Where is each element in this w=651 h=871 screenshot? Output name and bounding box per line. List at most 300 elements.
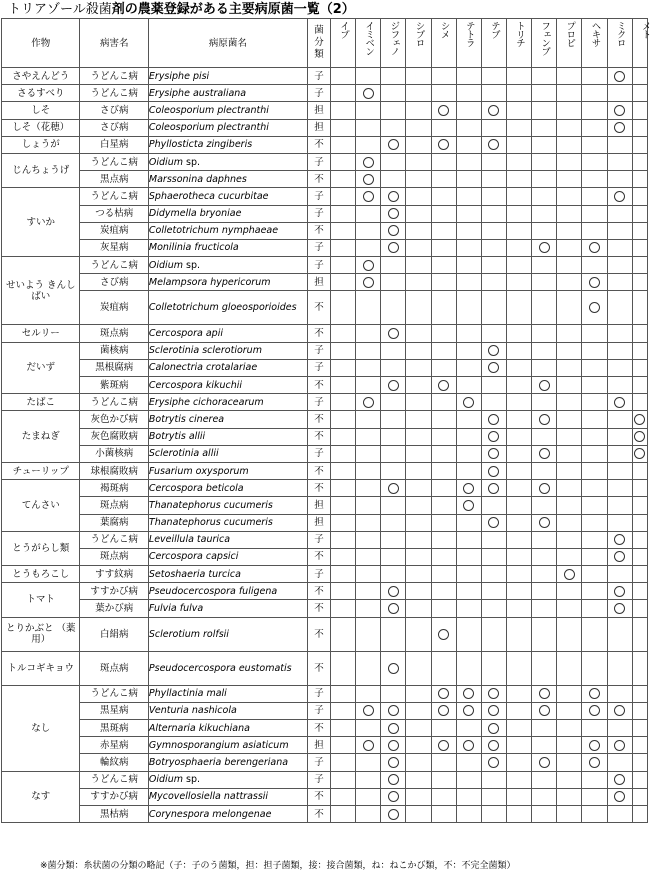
registration-cell bbox=[356, 771, 381, 788]
registration-cell bbox=[532, 771, 557, 788]
table-row bbox=[2, 480, 648, 497]
registration-cell bbox=[532, 788, 557, 805]
registration-cell bbox=[406, 153, 431, 170]
registration-cell bbox=[532, 153, 557, 170]
registration-cell bbox=[481, 291, 506, 325]
registration-cell bbox=[481, 754, 506, 771]
registration-cell bbox=[507, 342, 532, 359]
registration-cell bbox=[381, 119, 406, 136]
registration-cell bbox=[607, 548, 632, 565]
registered-mark bbox=[614, 603, 625, 614]
registration-cell bbox=[356, 462, 381, 479]
registered-mark bbox=[488, 105, 499, 116]
registration-cell bbox=[406, 788, 431, 805]
table-row bbox=[2, 617, 648, 651]
registration-cell bbox=[507, 394, 532, 411]
registration-cell bbox=[481, 188, 506, 205]
registration-cell bbox=[582, 480, 607, 497]
registration-cell bbox=[356, 702, 381, 719]
disease-cell: 黒根腐病 bbox=[80, 359, 148, 376]
registration-cell bbox=[481, 153, 506, 170]
registration-cell bbox=[456, 291, 481, 325]
class-cell: 子 bbox=[307, 85, 330, 102]
registration-cell bbox=[582, 685, 607, 702]
registration-cell bbox=[632, 102, 647, 119]
registration-cell bbox=[632, 720, 647, 737]
registration-cell bbox=[406, 102, 431, 119]
registration-cell bbox=[632, 651, 647, 685]
table-row bbox=[2, 68, 648, 85]
registration-cell bbox=[331, 702, 356, 719]
registration-cell bbox=[557, 737, 582, 754]
registration-cell bbox=[456, 274, 481, 291]
registered-mark bbox=[614, 122, 625, 133]
pathogen-cell: Botrytis cinerea bbox=[148, 411, 307, 428]
table-row bbox=[2, 685, 648, 702]
registration-cell bbox=[632, 257, 647, 274]
registered-mark bbox=[388, 757, 399, 768]
registration-cell bbox=[381, 102, 406, 119]
footnote: ※菌分類：糸状菌の分類の略記（子：子のう菌類，担：担子菌類，接：接合菌類，ね：ねこかび類，不：不完全菌類） bbox=[40, 861, 516, 871]
registration-cell bbox=[406, 566, 431, 583]
registration-cell bbox=[507, 805, 532, 822]
registration-cell bbox=[356, 720, 381, 737]
registration-cell bbox=[532, 171, 557, 188]
registered-mark bbox=[488, 723, 499, 734]
registration-cell bbox=[456, 222, 481, 239]
pathogen-cell: Oidium sp. bbox=[148, 257, 307, 274]
registration-cell bbox=[532, 222, 557, 239]
registration-cell bbox=[481, 325, 506, 342]
disease-cell: 葉かび病 bbox=[80, 600, 148, 617]
registration-cell bbox=[381, 171, 406, 188]
class-cell: 担 bbox=[307, 737, 330, 754]
table-row bbox=[2, 428, 648, 445]
disease-cell: 灰色腐敗病 bbox=[80, 428, 148, 445]
registration-cell bbox=[532, 119, 557, 136]
registration-cell bbox=[456, 394, 481, 411]
registration-cell bbox=[582, 411, 607, 428]
registration-cell bbox=[456, 205, 481, 222]
registration-cell bbox=[607, 291, 632, 325]
header-agent: テトラ bbox=[456, 19, 481, 68]
disease-cell: 褐斑病 bbox=[80, 480, 148, 497]
class-cell: 担 bbox=[307, 514, 330, 531]
registration-cell bbox=[356, 205, 381, 222]
disease-cell: うどんこ病 bbox=[80, 68, 148, 85]
registration-cell bbox=[582, 514, 607, 531]
registered-mark bbox=[388, 809, 399, 820]
class-cell: 子 bbox=[307, 566, 330, 583]
registration-cell bbox=[632, 291, 647, 325]
registration-cell bbox=[557, 68, 582, 85]
disease-cell: 黒点病 bbox=[80, 171, 148, 188]
registration-cell bbox=[406, 171, 431, 188]
crop-cell: なす bbox=[2, 771, 80, 823]
registration-cell bbox=[406, 583, 431, 600]
registration-cell bbox=[331, 102, 356, 119]
registration-cell bbox=[582, 377, 607, 394]
class-cell: 不 bbox=[307, 291, 330, 325]
registration-cell bbox=[607, 651, 632, 685]
registration-cell bbox=[582, 325, 607, 342]
registration-cell bbox=[632, 702, 647, 719]
registration-cell bbox=[381, 583, 406, 600]
disease-cell: すす紋病 bbox=[80, 566, 148, 583]
crop-cell: トルコギキョウ bbox=[2, 651, 80, 685]
registration-cell bbox=[406, 377, 431, 394]
registration-cell bbox=[507, 377, 532, 394]
registration-cell bbox=[607, 325, 632, 342]
disease-cell: 斑点病 bbox=[80, 497, 148, 514]
crop-cell: セルリー bbox=[2, 325, 80, 342]
disease-cell: 小菌核病 bbox=[80, 445, 148, 462]
registration-cell bbox=[507, 548, 532, 565]
registration-cell bbox=[582, 428, 607, 445]
registration-cell bbox=[507, 497, 532, 514]
registration-cell bbox=[331, 480, 356, 497]
registration-cell bbox=[331, 85, 356, 102]
registration-cell bbox=[381, 754, 406, 771]
pathogen-cell: Phyllactinia mali bbox=[148, 685, 307, 702]
registered-mark bbox=[363, 397, 374, 408]
registration-cell bbox=[356, 291, 381, 325]
class-cell: 子 bbox=[307, 531, 330, 548]
disease-cell: うどんこ病 bbox=[80, 531, 148, 548]
class-cell: 不 bbox=[307, 171, 330, 188]
header-agent: ヘキサ bbox=[582, 19, 607, 68]
registration-cell bbox=[507, 85, 532, 102]
registration-cell bbox=[507, 566, 532, 583]
registration-cell bbox=[356, 685, 381, 702]
registration-cell bbox=[431, 68, 456, 85]
registration-cell bbox=[331, 411, 356, 428]
registration-cell bbox=[481, 480, 506, 497]
registration-cell bbox=[557, 651, 582, 685]
class-cell: 担 bbox=[307, 119, 330, 136]
registration-cell bbox=[557, 462, 582, 479]
class-cell: 子 bbox=[307, 239, 330, 256]
registration-cell bbox=[632, 583, 647, 600]
registration-cell bbox=[507, 702, 532, 719]
registered-mark bbox=[438, 105, 449, 116]
registration-cell bbox=[557, 85, 582, 102]
registration-cell bbox=[381, 445, 406, 462]
registration-cell bbox=[507, 754, 532, 771]
registration-cell bbox=[607, 720, 632, 737]
registration-cell bbox=[582, 737, 607, 754]
registration-cell bbox=[331, 153, 356, 170]
registration-cell bbox=[632, 600, 647, 617]
disease-cell: うどんこ病 bbox=[80, 85, 148, 102]
header-pathogen: 病原菌名 bbox=[148, 19, 307, 68]
registration-cell bbox=[431, 205, 456, 222]
registration-cell bbox=[431, 788, 456, 805]
registered-mark bbox=[388, 740, 399, 751]
class-cell: 子 bbox=[307, 257, 330, 274]
crop-cell: てんさい bbox=[2, 480, 80, 532]
class-cell: 担 bbox=[307, 274, 330, 291]
crop-cell: せいよう きんしばい bbox=[2, 257, 80, 325]
registration-cell bbox=[456, 566, 481, 583]
registration-cell bbox=[632, 68, 647, 85]
registration-cell bbox=[532, 257, 557, 274]
registered-mark bbox=[589, 302, 600, 313]
registered-mark bbox=[388, 586, 399, 597]
registration-cell bbox=[582, 102, 607, 119]
registration-cell bbox=[431, 188, 456, 205]
registration-cell bbox=[331, 325, 356, 342]
registration-cell bbox=[356, 583, 381, 600]
pathogen-cell: Cercospora beticola bbox=[148, 480, 307, 497]
registration-cell bbox=[632, 342, 647, 359]
registration-cell bbox=[532, 685, 557, 702]
registration-cell bbox=[557, 566, 582, 583]
disease-cell: 斑点病 bbox=[80, 325, 148, 342]
registration-cell bbox=[632, 445, 647, 462]
registration-cell bbox=[381, 239, 406, 256]
table-row bbox=[2, 153, 648, 170]
registration-cell bbox=[607, 394, 632, 411]
registration-cell bbox=[331, 583, 356, 600]
registered-mark bbox=[539, 483, 550, 494]
registration-cell bbox=[381, 600, 406, 617]
registration-cell bbox=[607, 462, 632, 479]
table-row bbox=[2, 171, 648, 188]
registration-cell bbox=[507, 188, 532, 205]
registration-cell bbox=[431, 291, 456, 325]
registered-mark bbox=[488, 705, 499, 716]
registration-cell bbox=[356, 85, 381, 102]
registration-cell bbox=[607, 377, 632, 394]
registration-cell bbox=[582, 445, 607, 462]
table-row bbox=[2, 188, 648, 205]
registration-cell bbox=[632, 771, 647, 788]
registration-cell bbox=[481, 497, 506, 514]
registration-cell bbox=[481, 394, 506, 411]
registration-cell bbox=[331, 617, 356, 651]
registration-cell bbox=[406, 497, 431, 514]
table-row bbox=[2, 445, 648, 462]
registration-cell bbox=[632, 737, 647, 754]
registration-cell bbox=[381, 153, 406, 170]
registration-cell bbox=[532, 445, 557, 462]
registration-cell bbox=[481, 600, 506, 617]
registration-cell bbox=[456, 85, 481, 102]
registration-cell bbox=[582, 600, 607, 617]
registration-cell bbox=[507, 257, 532, 274]
registration-cell bbox=[356, 325, 381, 342]
registration-cell bbox=[331, 805, 356, 822]
registration-cell bbox=[381, 497, 406, 514]
table-row bbox=[2, 85, 648, 102]
pathogen-cell: Fulvia fulva bbox=[148, 600, 307, 617]
registration-cell bbox=[582, 136, 607, 153]
registration-cell bbox=[456, 514, 481, 531]
pathogen-cell: Calonectria crotalariae bbox=[148, 359, 307, 376]
header-agent: シプロ bbox=[406, 19, 431, 68]
class-cell: 不 bbox=[307, 428, 330, 445]
registration-cell bbox=[406, 257, 431, 274]
registration-cell bbox=[582, 805, 607, 822]
registered-mark bbox=[363, 705, 374, 716]
registration-cell bbox=[557, 239, 582, 256]
registration-cell bbox=[331, 394, 356, 411]
registered-mark bbox=[388, 483, 399, 494]
header-agent: イプ bbox=[331, 19, 356, 68]
header-agent: プロピ bbox=[557, 19, 582, 68]
registration-cell bbox=[431, 153, 456, 170]
registration-cell bbox=[381, 68, 406, 85]
registration-cell bbox=[607, 222, 632, 239]
registered-mark bbox=[388, 791, 399, 802]
registration-cell bbox=[331, 531, 356, 548]
disease-cell: うどんこ病 bbox=[80, 685, 148, 702]
registration-cell bbox=[456, 462, 481, 479]
registration-cell bbox=[456, 411, 481, 428]
header-agent: イミベン bbox=[356, 19, 381, 68]
registration-cell bbox=[607, 566, 632, 583]
registration-cell bbox=[381, 514, 406, 531]
registration-cell bbox=[532, 805, 557, 822]
registration-cell bbox=[557, 325, 582, 342]
registration-cell bbox=[632, 153, 647, 170]
pathogen-cell: Pseudocercospora fuligena bbox=[148, 583, 307, 600]
page-title: トリアゾール殺菌剤の農薬登録がある主要病原菌一覧（2） bbox=[8, 2, 355, 17]
registration-cell bbox=[632, 514, 647, 531]
disease-cell: 葉腐病 bbox=[80, 514, 148, 531]
registration-cell bbox=[532, 514, 557, 531]
disease-cell: 球根腐敗病 bbox=[80, 462, 148, 479]
disease-cell: うどんこ病 bbox=[80, 771, 148, 788]
registered-mark bbox=[589, 277, 600, 288]
registered-mark bbox=[388, 663, 399, 674]
registration-cell bbox=[557, 788, 582, 805]
registration-cell bbox=[431, 239, 456, 256]
pathogen-cell: Coleosporium plectranthi bbox=[148, 102, 307, 119]
registration-cell bbox=[607, 136, 632, 153]
class-cell: 子 bbox=[307, 771, 330, 788]
header-agent: シメ bbox=[431, 19, 456, 68]
registration-cell bbox=[557, 274, 582, 291]
header-class: 菌分類 bbox=[307, 19, 330, 68]
registration-cell bbox=[456, 359, 481, 376]
registration-cell bbox=[557, 291, 582, 325]
registration-cell bbox=[532, 188, 557, 205]
registration-cell bbox=[532, 68, 557, 85]
registered-mark bbox=[388, 242, 399, 253]
registration-cell bbox=[607, 514, 632, 531]
registration-cell bbox=[406, 720, 431, 737]
registration-cell bbox=[481, 720, 506, 737]
crop-cell: だいず bbox=[2, 342, 80, 394]
crop-cell: チューリップ bbox=[2, 462, 80, 479]
registration-cell bbox=[381, 342, 406, 359]
registration-cell bbox=[456, 325, 481, 342]
registration-cell bbox=[507, 325, 532, 342]
registration-cell bbox=[356, 119, 381, 136]
registered-mark bbox=[463, 483, 474, 494]
registration-cell bbox=[381, 325, 406, 342]
pathogen-cell: Leveillula taurica bbox=[148, 531, 307, 548]
registration-cell bbox=[557, 548, 582, 565]
registration-cell bbox=[456, 651, 481, 685]
registration-cell bbox=[632, 377, 647, 394]
registration-cell bbox=[431, 702, 456, 719]
registration-cell bbox=[356, 274, 381, 291]
registration-cell bbox=[582, 171, 607, 188]
registration-cell bbox=[331, 239, 356, 256]
registration-cell bbox=[331, 566, 356, 583]
registration-cell bbox=[456, 171, 481, 188]
registration-cell bbox=[557, 411, 582, 428]
registration-cell bbox=[456, 188, 481, 205]
registered-mark bbox=[363, 157, 374, 168]
registered-mark bbox=[388, 774, 399, 785]
pathogen-cell: Thanatephorus cucumeris bbox=[148, 497, 307, 514]
registration-cell bbox=[431, 651, 456, 685]
table-row bbox=[2, 514, 648, 531]
registration-cell bbox=[557, 102, 582, 119]
registration-cell bbox=[356, 651, 381, 685]
pathogen-cell: Erysiphe australiana bbox=[148, 85, 307, 102]
table-row bbox=[2, 497, 648, 514]
registration-cell bbox=[632, 136, 647, 153]
crop-cell: しょうが bbox=[2, 136, 80, 153]
registration-cell bbox=[356, 737, 381, 754]
registered-mark bbox=[539, 242, 550, 253]
registered-mark bbox=[539, 688, 550, 699]
registered-mark bbox=[388, 208, 399, 219]
registration-cell bbox=[532, 205, 557, 222]
registration-cell bbox=[381, 805, 406, 822]
registration-cell bbox=[607, 68, 632, 85]
registration-cell bbox=[607, 617, 632, 651]
registration-cell bbox=[381, 737, 406, 754]
registration-cell bbox=[481, 274, 506, 291]
disease-cell: 紫斑病 bbox=[80, 377, 148, 394]
registration-cell bbox=[481, 411, 506, 428]
registration-cell bbox=[582, 68, 607, 85]
registration-cell bbox=[481, 702, 506, 719]
registration-cell bbox=[507, 651, 532, 685]
registration-cell bbox=[507, 119, 532, 136]
registered-mark bbox=[463, 397, 474, 408]
class-cell: 担 bbox=[307, 102, 330, 119]
registration-cell bbox=[557, 428, 582, 445]
registration-cell bbox=[381, 274, 406, 291]
registration-cell bbox=[406, 342, 431, 359]
registration-cell bbox=[557, 153, 582, 170]
registration-cell bbox=[507, 583, 532, 600]
registration-cell bbox=[557, 171, 582, 188]
registration-cell bbox=[557, 480, 582, 497]
registered-mark bbox=[363, 174, 374, 185]
registration-cell bbox=[481, 85, 506, 102]
registration-cell bbox=[431, 171, 456, 188]
registration-cell bbox=[607, 85, 632, 102]
registration-cell bbox=[431, 583, 456, 600]
registration-cell bbox=[406, 445, 431, 462]
registered-mark bbox=[614, 191, 625, 202]
table-row bbox=[2, 239, 648, 256]
registration-cell bbox=[431, 685, 456, 702]
disease-cell: さび病 bbox=[80, 102, 148, 119]
registration-cell bbox=[431, 222, 456, 239]
registration-cell bbox=[331, 737, 356, 754]
header-agent: テブ bbox=[481, 19, 506, 68]
table-row bbox=[2, 136, 648, 153]
